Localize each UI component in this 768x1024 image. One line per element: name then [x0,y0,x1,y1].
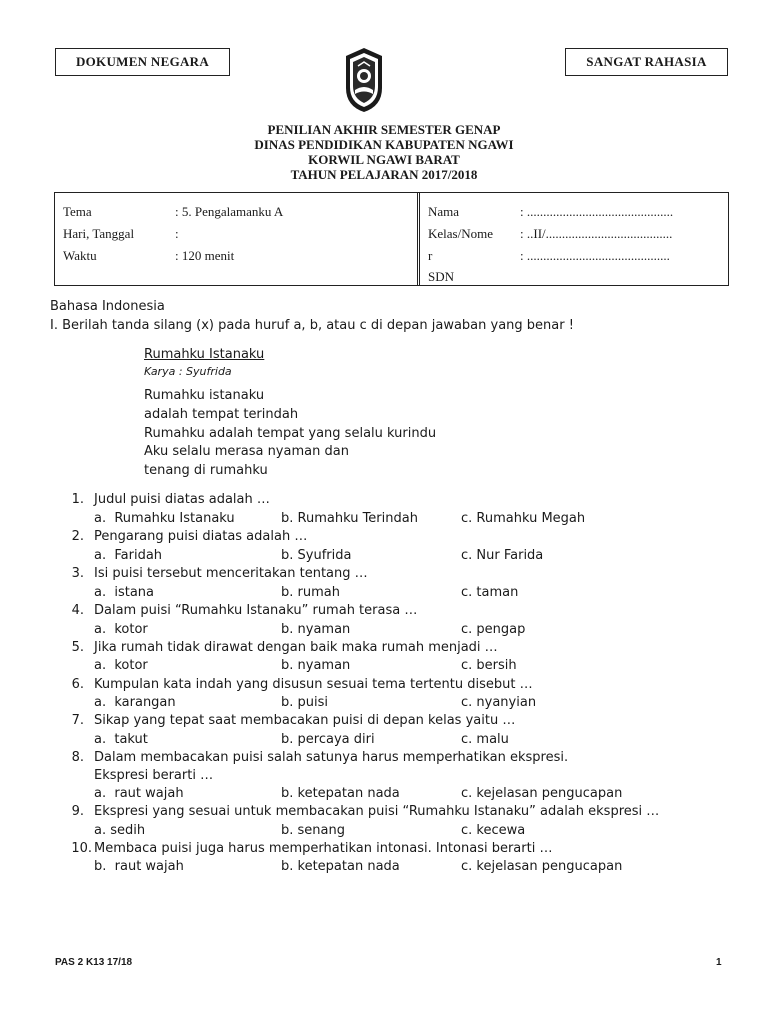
option-c: c. malu [461,732,509,747]
question-text-continued: Ekspresi berarti … [94,768,214,783]
option-a: a. istana [94,585,155,600]
poem-line: adalah tempat terindah [144,407,299,422]
option-a: a. kotor [94,622,148,637]
option-b: b. nyaman [281,658,351,673]
question-text: Jika rumah tidak dirawat dengan baik maka rumah menjadi … [94,640,498,655]
poem-line: Rumahku adalah tempat yang selalu kurindu [144,426,437,441]
option-c: c. pengap [461,622,526,637]
class-row [420,225,728,243]
option-b: b. puisi [281,695,329,710]
option-a: a. takut [94,732,148,747]
question-number: 8. [71,750,84,765]
regency-emblem-icon [342,46,386,114]
agency-name: DINAS PENDIDIKAN KABUPATEN NGAWI [254,137,514,152]
option-c: c. kejelasan pengucapan [461,786,623,801]
option-a: a. kotor [94,658,148,673]
exam-title: PENILIAN AKHIR SEMESTER GENAP [267,122,501,137]
class-field: : ..II/....................................... [520,226,673,241]
question-number: 6. [71,677,84,692]
time-value: : 120 menit [175,248,235,263]
option-c: c. kejelasan pengucapan [461,859,623,874]
option-c: c. Rumahku Megah [461,511,586,526]
school-label: SDN [428,269,455,284]
option-b: b. Rumahku Terindah [281,511,418,526]
option-c: c. bersih [461,658,517,673]
student-info-table [54,192,729,286]
option-a: a. sedih [94,823,146,838]
theme-value: : 5. Pengalamanku A [175,204,284,219]
poem-line: Aku selalu merasa nyaman dan [144,444,349,459]
option-b: b. percaya diri [281,732,375,747]
name-field: : ............................................. [520,204,674,219]
option-a: a. Faridah [94,548,163,563]
academic-year: TAHUN PELAJARAN 2017/2018 [290,167,478,182]
date-label: Hari, Tanggal [63,226,135,241]
theme-row [55,203,417,221]
date-value: : [175,226,179,241]
question-text: Membaca puisi juga harus memperhatikan intonasi. Intonasi berarti … [94,841,553,856]
option-c: c. nyanyian [461,695,537,710]
question-number: 1. [71,492,84,507]
subject-heading: Bahasa Indonesia [50,299,165,314]
question-text: Isi puisi tersebut menceritakan tentang … [94,566,368,581]
option-c: c. kecewa [461,823,526,838]
name-label: Nama [428,204,460,219]
time-row [55,247,417,265]
option-b: b. Syufrida [281,548,352,563]
theme-label: Tema [63,204,92,219]
question-text: Pengarang puisi diatas adalah … [94,529,308,544]
option-a: a. raut wajah [94,786,184,801]
name-row [420,203,728,221]
student-info-column [420,193,728,285]
question-text: Judul puisi diatas adalah … [94,492,270,507]
option-c: c. Nur Farida [461,548,544,563]
question-number: 3. [71,566,84,581]
region-name: KORWIL NGAWI BARAT [308,152,460,167]
poem-line: Rumahku istanaku [144,388,265,403]
question-number: 7. [71,713,84,728]
document-classification-label: DOKUMEN NEGARA [55,48,230,76]
document-code: PAS 2 K13 17/18 [55,957,133,968]
class-label: Kelas/Nome [428,226,493,241]
instruction-text: I. Berilah tanda silang (x) pada huruf a, b, atau c di depan jawaban yang benar ! [50,318,574,333]
option-a: a. karangan [94,695,176,710]
option-b: b. nyaman [281,622,351,637]
question-text: Ekspresi yang sesuai untuk membacakan puisi “Rumahku Istanaku” adalah ekspresi … [94,804,660,819]
option-b: b. rumah [281,585,340,600]
option-b: b. senang [281,823,345,838]
option-c: c. taman [461,585,519,600]
question-number: 2. [71,529,84,544]
date-row [55,225,417,243]
option-b: b. ketepatan nada [281,786,400,801]
number-row [420,247,728,265]
exam-info-column [55,193,420,285]
question-text: Dalam membacakan puisi salah satunya harus memperhatikan ekspresi. [94,750,569,765]
option-a: b. raut wajah [94,859,184,874]
question-number: 4. [71,603,84,618]
question-number: 9. [71,804,84,819]
number-label: r [428,248,433,263]
secrecy-label: SANGAT RAHASIA [565,48,728,76]
number-field: : ............................................ [520,248,670,263]
option-b: b. ketepatan nada [281,859,400,874]
poem-line: tenang di rumahku [144,463,268,478]
question-number: 10. [71,841,92,856]
question-text: Dalam puisi “Rumahku Istanaku” rumah terasa … [94,603,418,618]
question-text: Kumpulan kata indah yang disusun sesuai tema tertentu disebut … [94,677,533,692]
question-text: Sikap yang tepat saat membacakan puisi di depan kelas yaitu … [94,713,516,728]
school-row [420,268,728,286]
poem-author: Karya : Syufrida [144,365,232,378]
poem-title: Rumahku Istanaku [144,347,265,362]
time-label: Waktu [63,248,97,263]
option-a: a. Rumahku Istanaku [94,511,235,526]
question-number: 5. [71,640,84,655]
page-number: 1 [716,957,722,968]
